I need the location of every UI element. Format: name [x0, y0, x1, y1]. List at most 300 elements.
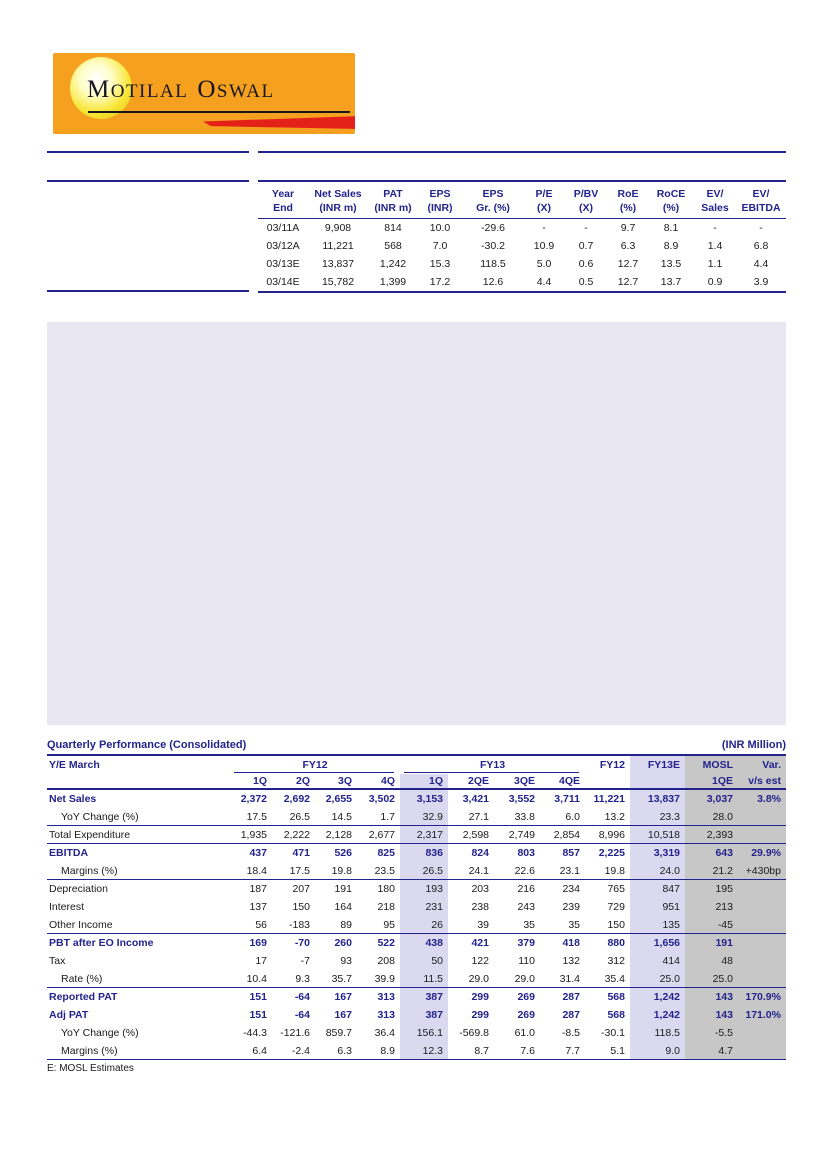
summary-column-header — [368, 187, 418, 215]
value-cell: 6.0 — [565, 811, 580, 823]
summary-cell: 15,782 — [321, 276, 355, 288]
value-cell: 522 — [377, 937, 395, 949]
summary-cell: 8.9 — [663, 240, 679, 252]
value-cell: 3,037 — [685, 790, 738, 808]
value-cell: 299 — [471, 991, 489, 1003]
summary-cell: 1.1 — [707, 258, 723, 270]
value-cell: 1,935 — [240, 829, 267, 841]
quarterly-row — [47, 790, 786, 808]
quarterly-subheader-cell: 4Q — [380, 775, 395, 787]
row-label: Other Income — [49, 919, 113, 931]
value-cell: 287 — [562, 1009, 580, 1021]
value-cell: 151 — [249, 1009, 267, 1021]
quarterly-row — [47, 952, 786, 970]
summary-cell: 1,399 — [379, 276, 407, 288]
summary-cell: 13.5 — [660, 258, 682, 270]
summary-table-body — [258, 219, 786, 293]
value-cell: 3,502 — [368, 793, 395, 805]
value-cell: 36.4 — [374, 1027, 395, 1039]
value-cell: -64 — [294, 991, 310, 1003]
value-cell: 8,996 — [598, 829, 625, 841]
value-cell: 438 — [400, 934, 448, 952]
value-cell: 27.1 — [468, 811, 489, 823]
row-label: EBITDA — [49, 847, 89, 859]
summary-cell: - — [584, 222, 588, 234]
value-cell: 95 — [383, 919, 395, 931]
quarterly-subheader-cell — [630, 774, 685, 788]
value-cell: 29.0 — [514, 973, 535, 985]
summary-row — [258, 273, 786, 291]
header-line-2: End — [273, 202, 293, 214]
quarterly-row — [47, 1042, 786, 1060]
value-cell: 122 — [471, 955, 489, 967]
value-cell: 729 — [607, 901, 625, 913]
summary-column-header — [462, 187, 524, 215]
value-cell: 299 — [471, 1009, 489, 1021]
value-cell — [738, 1042, 786, 1059]
value-cell: 216 — [517, 883, 535, 895]
value-cell: 3,319 — [630, 844, 685, 862]
quarterly-performance-table — [47, 737, 786, 1060]
quarterly-subheader-cell: v/s est — [738, 774, 786, 788]
value-cell: 167 — [334, 991, 352, 1003]
header-line-1: RoE — [617, 188, 639, 200]
value-cell: 2,222 — [283, 829, 310, 841]
value-cell: -5.5 — [685, 1024, 738, 1042]
value-cell: 2,749 — [508, 829, 535, 841]
value-cell — [738, 880, 786, 898]
summary-cell: 568 — [384, 240, 402, 252]
value-cell: 2,393 — [685, 826, 738, 843]
value-cell: 2,598 — [462, 829, 489, 841]
value-cell: 89 — [340, 919, 352, 931]
summary-cell: 12.7 — [617, 276, 639, 288]
quarterly-row — [47, 880, 786, 898]
value-cell: 824 — [471, 847, 489, 859]
value-cell: 110 — [518, 955, 535, 967]
quarterly-subheader-cell: 3QE — [513, 775, 535, 787]
quarterly-row — [47, 862, 786, 880]
value-cell: 287 — [562, 991, 580, 1003]
company-info-body — [47, 182, 249, 292]
summary-cell: -29.6 — [481, 222, 505, 234]
row-label: YoY Change (%) — [61, 1027, 139, 1039]
value-cell: 3,552 — [508, 793, 535, 805]
value-cell: 31.4 — [559, 973, 580, 985]
value-cell: -45 — [685, 916, 738, 933]
value-cell: -183 — [288, 919, 310, 931]
summary-cell: 3.9 — [753, 276, 769, 288]
red-swoosh-icon — [203, 116, 355, 129]
value-cell: 313 — [377, 1009, 395, 1021]
value-cell: 218 — [377, 901, 395, 913]
motilal-oswal-logo — [53, 53, 355, 134]
value-cell: 17.5 — [246, 811, 267, 823]
row-label: Adj PAT — [49, 1009, 89, 1021]
value-cell: 3,421 — [462, 793, 489, 805]
value-cell: 418 — [562, 937, 580, 949]
value-cell: 8.9 — [380, 1045, 395, 1057]
summary-cell: 4.4 — [753, 258, 769, 270]
value-cell — [738, 970, 786, 987]
summary-cell: 6.3 — [620, 240, 636, 252]
summary-cell: 9.7 — [620, 222, 636, 234]
header-line-2: (INR m) — [374, 202, 412, 214]
value-cell: 387 — [400, 1006, 448, 1024]
value-cell: 471 — [292, 847, 310, 859]
value-cell: 526 — [334, 847, 352, 859]
quarterly-subheader-cell: 1Q — [252, 775, 267, 787]
summary-column-header — [258, 187, 308, 215]
value-cell: +430bp — [738, 862, 786, 879]
value-cell: 568 — [607, 1009, 625, 1021]
value-cell: 191 — [685, 934, 738, 952]
row-label: Total Expenditure — [49, 829, 131, 841]
value-cell: 2,317 — [400, 826, 448, 843]
value-cell: 24.1 — [468, 865, 489, 877]
company-info-placeholder — [47, 151, 249, 293]
quarterly-subheader-cell: 4QE — [558, 775, 580, 787]
quarterly-row — [47, 1024, 786, 1042]
value-cell: 379 — [517, 937, 535, 949]
summary-cell: 0.9 — [707, 276, 723, 288]
value-cell: 234 — [562, 883, 580, 895]
value-cell: 2,372 — [240, 793, 267, 805]
quarterly-row — [47, 934, 786, 952]
value-cell: 143 — [685, 988, 738, 1006]
value-cell: 137 — [249, 901, 267, 913]
summary-cell: 12.7 — [617, 258, 639, 270]
value-cell: 143 — [685, 1006, 738, 1024]
summary-cell: 0.6 — [578, 258, 594, 270]
quarterly-table-body — [47, 790, 786, 1060]
header-line-1: Net Sales — [314, 188, 362, 200]
summary-cell: 03/12A — [266, 240, 300, 252]
header-line-1: EPS — [482, 188, 504, 200]
value-cell: 3,711 — [554, 793, 580, 805]
value-cell — [738, 808, 786, 825]
value-cell: 25.0 — [685, 970, 738, 987]
quarterly-subheader-cell — [585, 774, 630, 788]
summary-cell: 4.4 — [536, 276, 552, 288]
summary-cell: 17.2 — [429, 276, 451, 288]
value-cell: 1,242 — [630, 1006, 685, 1024]
summary-cell: 13.7 — [660, 276, 682, 288]
summary-cell: 11,221 — [322, 240, 354, 252]
quarterly-subheader-cell: 3Q — [337, 775, 352, 787]
quarterly-header-row — [47, 756, 786, 774]
quarterly-subheader-cell: 1Q — [400, 774, 448, 788]
value-cell: 387 — [400, 988, 448, 1006]
row-label: Interest — [49, 901, 85, 913]
row-label: YoY Change (%) — [61, 811, 139, 823]
value-cell: 11.5 — [400, 970, 448, 987]
brand-rest-1: OTILAL — [110, 81, 189, 102]
value-cell: 50 — [400, 952, 448, 970]
value-cell: 1,242 — [630, 988, 685, 1006]
value-cell: 23.3 — [630, 808, 685, 825]
value-cell: 56 — [255, 919, 267, 931]
quarterly-row — [47, 1006, 786, 1024]
value-cell: 39.9 — [374, 973, 395, 985]
value-cell — [738, 1024, 786, 1042]
value-cell: 765 — [607, 883, 625, 895]
header-line-2: (INR) — [427, 202, 453, 214]
brand-initial-2: O — [197, 76, 217, 103]
summary-row — [258, 237, 786, 255]
value-cell: 9.0 — [630, 1042, 685, 1059]
summary-cell: 6.8 — [753, 240, 769, 252]
row-label: Rate (%) — [61, 973, 103, 985]
summary-row — [258, 219, 786, 237]
value-cell: 26 — [400, 916, 448, 933]
quarterly-unit-label: (INR Million) — [721, 739, 786, 751]
value-cell: 6.4 — [252, 1045, 267, 1057]
value-cell: 313 — [377, 991, 395, 1003]
value-cell: 4.7 — [685, 1042, 738, 1059]
value-cell: 231 — [400, 898, 448, 916]
value-cell: 35 — [568, 919, 580, 931]
value-cell: 5.1 — [610, 1045, 625, 1057]
value-cell: 150 — [607, 919, 625, 931]
quarterly-title: Quarterly Performance (Consolidated) — [47, 739, 247, 751]
summary-column-header — [608, 187, 648, 215]
value-cell: 93 — [340, 955, 352, 967]
value-cell: 2,692 — [283, 793, 310, 805]
value-cell: 414 — [630, 952, 685, 970]
fy12-annual-header: FY12 — [599, 759, 625, 771]
value-cell: 187 — [249, 883, 267, 895]
summary-cell: - — [542, 222, 546, 234]
value-cell: 847 — [630, 880, 685, 898]
value-cell: 213 — [685, 898, 738, 916]
value-cell: 1.7 — [380, 811, 395, 823]
value-cell — [738, 826, 786, 843]
value-cell: 14.5 — [331, 811, 352, 823]
header-line-1: EPS — [429, 188, 451, 200]
row-label: Net Sales — [49, 793, 97, 805]
brand-initial-1: M — [87, 76, 111, 103]
quarterly-row — [47, 826, 786, 844]
value-cell: 8.7 — [474, 1045, 489, 1057]
value-cell: 203 — [471, 883, 489, 895]
summary-column-header — [564, 187, 608, 215]
summary-cell: 12.6 — [482, 276, 504, 288]
value-cell: -569.8 — [459, 1027, 489, 1039]
value-cell: 191 — [334, 883, 352, 895]
row-label: Tax — [49, 955, 66, 967]
summary-cell: 10.9 — [533, 240, 555, 252]
quarterly-subheader-cell: 2QE — [467, 775, 489, 787]
quarterly-row — [47, 844, 786, 862]
value-cell: 164 — [334, 901, 352, 913]
value-cell: 26.5 — [400, 862, 448, 879]
logo-underline — [88, 111, 350, 113]
value-cell: 803 — [517, 847, 535, 859]
fy12-group-header: FY12 — [230, 756, 400, 774]
header-line-2: EBITDA — [741, 202, 781, 214]
summary-column-header — [418, 187, 462, 215]
fy13e-annual-header: FY13E — [630, 756, 685, 774]
value-cell: 9.3 — [295, 973, 310, 985]
value-cell: 26.5 — [289, 811, 310, 823]
summary-column-header — [694, 187, 736, 215]
header-line-2: Sales — [701, 202, 729, 214]
value-cell: 7.7 — [565, 1045, 580, 1057]
value-cell: 150 — [292, 901, 310, 913]
value-cell: 10,518 — [630, 826, 685, 843]
value-cell: 207 — [292, 883, 310, 895]
value-cell: 18.4 — [246, 865, 267, 877]
value-cell: 195 — [685, 880, 738, 898]
summary-cell: 10.0 — [429, 222, 451, 234]
header-line-2: (X) — [537, 202, 551, 214]
value-cell: 880 — [607, 937, 625, 949]
value-cell: 2,655 — [325, 793, 352, 805]
summary-title-strip — [258, 153, 786, 182]
quarterly-title-bar — [47, 737, 786, 756]
header-line-1: EV/ — [706, 188, 724, 200]
header-line-1: PAT — [383, 188, 403, 200]
summary-cell: 5.0 — [536, 258, 552, 270]
summary-cell: 03/13E — [266, 258, 300, 270]
header-line-2: Gr. (%) — [476, 202, 510, 214]
value-cell — [738, 916, 786, 933]
value-cell: 118.5 — [630, 1024, 685, 1042]
valuation-summary-table — [258, 151, 786, 293]
header-line-2: (INR m) — [319, 202, 357, 214]
value-cell: 11,221 — [593, 793, 625, 805]
value-cell: 39 — [477, 919, 489, 931]
header-line-2: (X) — [579, 202, 593, 214]
value-cell: 132 — [562, 955, 580, 967]
summary-cell: 1.4 — [707, 240, 723, 252]
quarterly-subheader-cell: 2Q — [295, 775, 310, 787]
value-cell: 24.0 — [630, 862, 685, 879]
logo-brand-text — [87, 77, 275, 102]
mosl-header: MOSL — [685, 756, 738, 774]
value-cell: -7 — [300, 955, 310, 967]
value-cell: 33.8 — [514, 811, 535, 823]
value-cell: 825 — [377, 847, 395, 859]
value-cell: 421 — [471, 937, 489, 949]
value-cell: -64 — [294, 1009, 310, 1021]
value-cell: -8.5 — [561, 1027, 580, 1039]
value-cell: 2,128 — [325, 829, 352, 841]
quarterly-row — [47, 898, 786, 916]
summary-cell: 8.1 — [663, 222, 679, 234]
value-cell: 169 — [249, 937, 267, 949]
value-cell: 6.3 — [337, 1045, 352, 1057]
summary-cell: 814 — [384, 222, 402, 234]
summary-cell: 03/14E — [266, 276, 300, 288]
value-cell: 13,837 — [630, 790, 685, 808]
value-cell: -30.1 — [601, 1027, 625, 1039]
row-label: Reported PAT — [49, 991, 118, 1003]
summary-column-header — [648, 187, 694, 215]
value-cell: 2,225 — [598, 847, 625, 859]
value-cell: -2.4 — [291, 1045, 310, 1057]
value-cell: 239 — [562, 901, 580, 913]
quarterly-row — [47, 970, 786, 988]
value-cell: 312 — [607, 955, 625, 967]
value-cell: 857 — [562, 847, 580, 859]
summary-cell: - — [713, 222, 717, 234]
value-cell: -44.3 — [243, 1027, 267, 1039]
company-info-title-strip — [47, 153, 249, 182]
header-line-1: P/E — [535, 188, 553, 200]
value-cell: 180 — [377, 883, 395, 895]
quarterly-subheader-cell: 1QE — [685, 774, 738, 788]
summary-cell: 1,242 — [379, 258, 407, 270]
header-line-1: P/BV — [573, 188, 599, 200]
value-cell: 3,153 — [400, 790, 448, 808]
value-cell: 3.8% — [738, 790, 786, 808]
value-cell: 269 — [517, 991, 535, 1003]
row-label: Depreciation — [49, 883, 108, 895]
value-cell: 836 — [400, 844, 448, 862]
brand-rest-2: SWAL — [216, 81, 275, 102]
value-cell: 156.1 — [400, 1024, 448, 1042]
value-cell: 2,677 — [368, 829, 395, 841]
value-cell: 28.0 — [685, 808, 738, 825]
quarterly-subheader-row — [47, 774, 786, 790]
value-cell: 19.8 — [604, 865, 625, 877]
value-cell: 208 — [377, 955, 395, 967]
value-cell: 13.2 — [604, 811, 625, 823]
header-line-2: (%) — [619, 202, 637, 214]
value-cell: 32.9 — [400, 808, 448, 825]
content-placeholder — [47, 322, 786, 725]
header-line-1: EV/ — [752, 188, 770, 200]
value-cell: 61.0 — [514, 1027, 535, 1039]
value-cell: 193 — [400, 880, 448, 898]
value-cell: 35.4 — [604, 973, 625, 985]
summary-cell: 118.5 — [480, 258, 506, 270]
top-info-band — [47, 151, 786, 293]
value-cell: -121.6 — [280, 1027, 310, 1039]
summary-cell: 0.7 — [578, 240, 594, 252]
value-cell: 35 — [523, 919, 535, 931]
value-cell: 151 — [249, 991, 267, 1003]
subheader-label-spacer — [47, 774, 230, 788]
value-cell: 48 — [685, 952, 738, 970]
summary-header-row — [258, 182, 786, 219]
value-cell: 21.2 — [685, 862, 738, 879]
summary-cell: 7.0 — [432, 240, 448, 252]
value-cell: 171.0% — [738, 1006, 786, 1024]
value-cell: 2,854 — [553, 829, 580, 841]
value-cell: 859.7 — [325, 1027, 352, 1039]
quarterly-row — [47, 916, 786, 934]
value-cell: 643 — [685, 844, 738, 862]
summary-cell: 13,837 — [321, 258, 355, 270]
row-label: PBT after EO Income — [49, 937, 154, 949]
summary-row — [258, 255, 786, 273]
value-cell — [738, 934, 786, 952]
value-cell: 167 — [334, 1009, 352, 1021]
value-cell: 437 — [249, 847, 267, 859]
var-header: Var. — [738, 756, 786, 774]
summary-column-header — [308, 187, 368, 215]
value-cell: 568 — [607, 991, 625, 1003]
summary-column-header — [524, 187, 564, 215]
value-cell — [738, 952, 786, 970]
ye-march-label: Y/E March — [49, 759, 100, 771]
value-cell: -70 — [294, 937, 310, 949]
value-cell: 29.0 — [468, 973, 489, 985]
summary-cell: 0.5 — [578, 276, 594, 288]
